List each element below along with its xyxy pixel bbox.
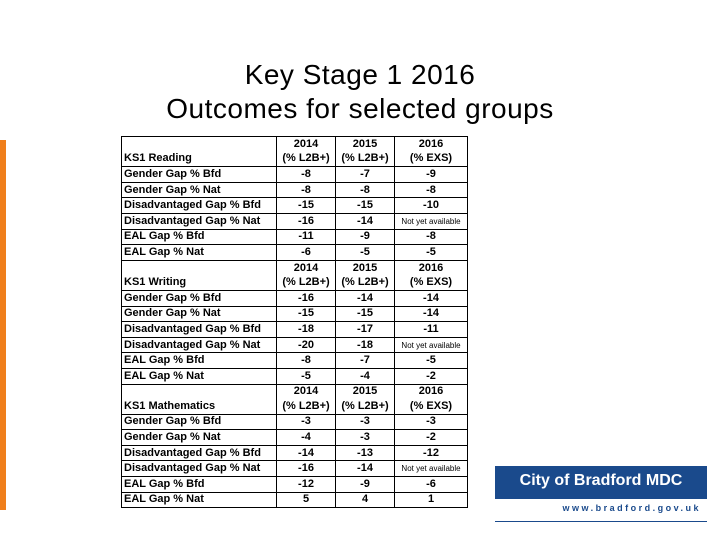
value-2016: -5 <box>395 353 468 369</box>
table-row <box>122 290 468 306</box>
row-label: Gender Gap % Bfd <box>122 167 277 183</box>
row-label: Gender Gap % Bfd <box>122 414 277 430</box>
value-2015: -8 <box>336 182 395 198</box>
value-2015: -9 <box>336 477 395 493</box>
value-2014: -8 <box>277 182 336 198</box>
row-label: Disadvantaged Gap % Nat <box>122 213 277 229</box>
table-row <box>122 245 468 261</box>
row-label: EAL Gap % Bfd <box>122 477 277 493</box>
table-row <box>122 353 468 369</box>
value-2016: -2 <box>395 430 468 446</box>
table-row <box>122 368 468 384</box>
year-header: 2014 <box>277 384 336 399</box>
value-2014: -14 <box>277 445 336 461</box>
year-header: 2015 <box>336 384 395 399</box>
value-2014: -12 <box>277 477 336 493</box>
value-2015: -17 <box>336 322 395 338</box>
table-row <box>122 477 468 493</box>
value-2016: -10 <box>395 198 468 214</box>
section-header-measures <box>122 275 468 290</box>
measure-header: (% EXS) <box>395 152 468 167</box>
table-row <box>122 461 468 477</box>
table-row <box>122 414 468 430</box>
table-row <box>122 182 468 198</box>
year-header: 2014 <box>277 137 336 152</box>
year-header: 2016 <box>395 384 468 399</box>
table-row <box>122 430 468 446</box>
row-label: Gender Gap % Bfd <box>122 290 277 306</box>
measure-header: (% EXS) <box>395 275 468 290</box>
value-2014: -15 <box>277 306 336 322</box>
value-2015: -7 <box>336 167 395 183</box>
year-header: 2014 <box>277 260 336 275</box>
table-row <box>122 492 468 508</box>
row-label: EAL Gap % Nat <box>122 368 277 384</box>
value-2015: -13 <box>336 445 395 461</box>
value-2015: 4 <box>336 492 395 508</box>
measure-header: (% L2B+) <box>336 152 395 167</box>
value-2014: -5 <box>277 368 336 384</box>
section-header-spacer <box>122 137 277 152</box>
value-2016: -12 <box>395 445 468 461</box>
table-row <box>122 213 468 229</box>
table-row <box>122 229 468 245</box>
row-label: Disadvantaged Gap % Nat <box>122 461 277 477</box>
value-2016: -8 <box>395 182 468 198</box>
value-2016: -11 <box>395 322 468 338</box>
section-header-years <box>122 260 468 275</box>
section-header-measures <box>122 399 468 414</box>
value-2015: -15 <box>336 198 395 214</box>
value-2015: -15 <box>336 306 395 322</box>
measure-header: (% L2B+) <box>277 152 336 167</box>
value-2015: -18 <box>336 337 395 353</box>
value-2016: -5 <box>395 245 468 261</box>
value-2014: -18 <box>277 322 336 338</box>
measure-header: (% L2B+) <box>277 399 336 414</box>
value-2014: -15 <box>277 198 336 214</box>
value-2015: -14 <box>336 213 395 229</box>
row-label: Disadvantaged Gap % Nat <box>122 337 277 353</box>
value-2016: -8 <box>395 229 468 245</box>
row-label: EAL Gap % Nat <box>122 245 277 261</box>
table-row <box>122 306 468 322</box>
value-2015: -14 <box>336 290 395 306</box>
section-header-years <box>122 384 468 399</box>
table-row <box>122 337 468 353</box>
logo-url-bar <box>495 498 707 521</box>
value-2014: -11 <box>277 229 336 245</box>
value-2014: -16 <box>277 213 336 229</box>
value-2016: -9 <box>395 167 468 183</box>
slide-title <box>0 58 720 126</box>
value-2015: -5 <box>336 245 395 261</box>
year-header: 2015 <box>336 137 395 152</box>
year-header: 2016 <box>395 137 468 152</box>
row-label: Disadvantaged Gap % Bfd <box>122 445 277 461</box>
section-name: KS1 Writing <box>122 275 277 290</box>
table-row <box>122 198 468 214</box>
title-line-1: Key Stage 1 2016 <box>244 59 476 90</box>
row-label: Gender Gap % Nat <box>122 182 277 198</box>
year-header: 2015 <box>336 260 395 275</box>
value-2016: Not yet available <box>395 461 468 477</box>
section-header-measures <box>122 152 468 167</box>
row-label: Gender Gap % Nat <box>122 306 277 322</box>
title-line-2: Outcomes for selected groups <box>166 93 554 124</box>
measure-header: (% L2B+) <box>336 275 395 290</box>
measure-header: (% EXS) <box>395 399 468 414</box>
section-header-spacer <box>122 384 277 399</box>
value-2016: Not yet available <box>395 337 468 353</box>
value-2015: -3 <box>336 414 395 430</box>
value-2014: -6 <box>277 245 336 261</box>
value-2016: -6 <box>395 477 468 493</box>
value-2014: 5 <box>277 492 336 508</box>
section-name: KS1 Mathematics <box>122 399 277 414</box>
value-2014: -8 <box>277 353 336 369</box>
value-2015: -7 <box>336 353 395 369</box>
value-2016: -14 <box>395 290 468 306</box>
value-2015: -4 <box>336 368 395 384</box>
value-2015: -9 <box>336 229 395 245</box>
value-2014: -3 <box>277 414 336 430</box>
bradford-logo <box>495 466 707 522</box>
measure-header: (% L2B+) <box>277 275 336 290</box>
value-2014: -8 <box>277 167 336 183</box>
value-2014: -16 <box>277 290 336 306</box>
row-label: Disadvantaged Gap % Bfd <box>122 322 277 338</box>
table-row <box>122 322 468 338</box>
table-row <box>122 167 468 183</box>
value-2016: 1 <box>395 492 468 508</box>
value-2016: Not yet available <box>395 213 468 229</box>
value-2014: -20 <box>277 337 336 353</box>
logo-name: City of Bradford MDC <box>519 472 683 489</box>
table-row <box>122 445 468 461</box>
value-2014: -16 <box>277 461 336 477</box>
row-label: EAL Gap % Bfd <box>122 229 277 245</box>
outcomes-table <box>121 136 468 508</box>
measure-header: (% L2B+) <box>336 399 395 414</box>
section-header-spacer <box>122 260 277 275</box>
row-label: EAL Gap % Bfd <box>122 353 277 369</box>
section-name: KS1 Reading <box>122 152 277 167</box>
value-2015: -3 <box>336 430 395 446</box>
logo-url: www.bradford.gov.uk <box>562 503 701 513</box>
section-header-years <box>122 137 468 152</box>
row-label: Disadvantaged Gap % Bfd <box>122 198 277 214</box>
year-header: 2016 <box>395 260 468 275</box>
value-2016: -14 <box>395 306 468 322</box>
row-label: EAL Gap % Nat <box>122 492 277 508</box>
value-2014: -4 <box>277 430 336 446</box>
value-2015: -14 <box>336 461 395 477</box>
row-label: Gender Gap % Nat <box>122 430 277 446</box>
value-2016: -3 <box>395 414 468 430</box>
accent-bar <box>0 140 6 510</box>
value-2016: -2 <box>395 368 468 384</box>
